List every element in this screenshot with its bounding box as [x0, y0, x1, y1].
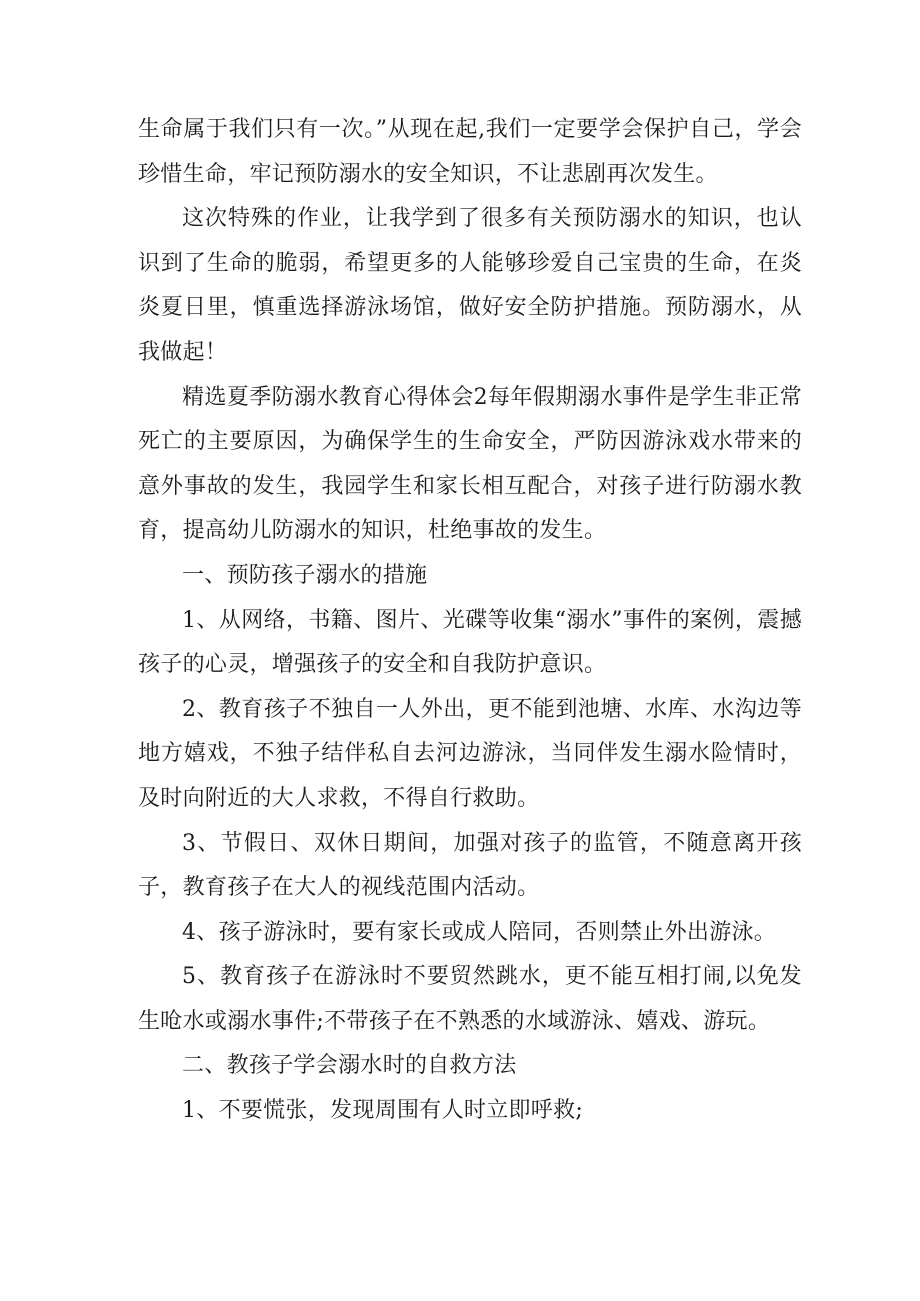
paragraph-continuation: 生命属于我们只有一次。”从现在起,我们一定要学会保护自己，学会珍惜生命，牢记预防溺水的安全知识，不让悲剧再次发生。	[138, 117, 802, 187]
paragraph-reflection: 这次特殊的作业，让我学到了很多有关预防溺水的知识，也认识到了生命的脆弱，希望更多的人能够珍爱自己宝贵的生命，在炎炎夏日里，慎重选择游泳场馆，做好安全防护措施。预防溺水，从我做起！	[138, 206, 802, 365]
list-item-prevention-4: 4、孩子游泳时，要有家长或成人陪同，否则禁止外出游泳。	[182, 919, 777, 945]
document-body	[138, 108, 802, 1134]
list-item-prevention-3: 3、节假日、双休日期间，加强对孩子的监管，不随意离开孩子，教育孩子在大人的视线范围内活动。	[138, 830, 802, 901]
list-item-prevention-5: 5、教育孩子在游泳时不要贸然跳水，更不能互相打闹,以免发生呛水或溺水事件;不带孩子在不熟悉的水域游泳、嬉戏、游玩。	[138, 964, 802, 1034]
section-heading-self-rescue: 二、教孩子学会溺水时的自救方法	[182, 1053, 517, 1079]
section-heading-prevention: 一、预防孩子溺水的措施	[182, 562, 428, 588]
list-item-self-rescue-1: 1、不要慌张，发现周围有人时立即呼救;	[182, 1098, 584, 1124]
paragraph-essay-intro: 精选夏季防溺水教育心得体会2每年假期溺水事件是学生非正常死亡的主要原因，为确保学生的生命安全，严防因游泳戏水带来的意外事故的发生，我园学生和家长相互配合，对孩子进行防溺水教育，提高幼儿防溺水的知识，杜绝事故的发生。	[138, 384, 802, 544]
list-item-prevention-1: 1、从网络，书籍、图片、光碟等收集“溺水”事件的案例，震撼孩子的心灵，增强孩子的安全和自我防护意识。	[138, 607, 802, 678]
list-item-prevention-2: 2、教育孩子不独自一人外出，更不能到池塘、水库、水沟边等地方嬉戏，不独子结伴私自去河边游泳，当同伴发生溺水险情时，及时向附近的大人求救，不得自行救助。	[138, 696, 802, 811]
